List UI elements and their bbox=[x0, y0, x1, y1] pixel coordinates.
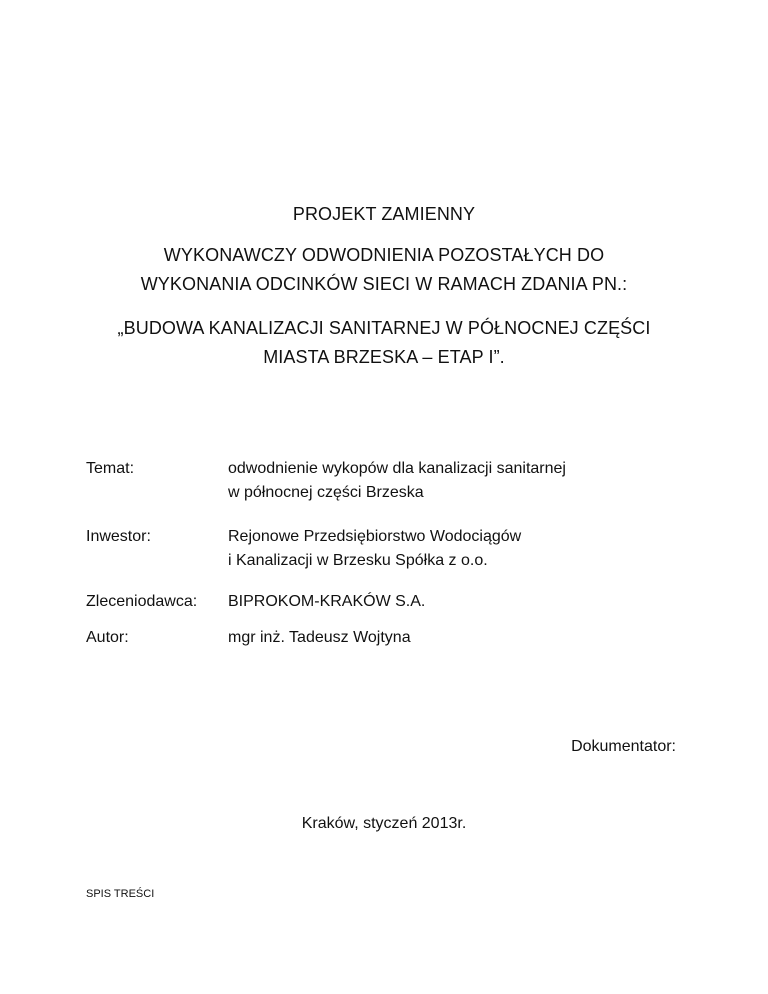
project-subtitle bbox=[0, 241, 768, 299]
task-name-line-1: „BUDOWA KANALIZACJI SANITARNEJ W PÓŁNOCNEJ CZĘŚCI bbox=[117, 318, 651, 338]
inwestor-value-line-2: i Kanalizacji w Brzesku Spółka z o.o. bbox=[228, 552, 488, 569]
place-date: Kraków, styczeń 2013r. bbox=[301, 815, 467, 832]
temat-value-line-2: w północnej części Brzeska bbox=[228, 484, 424, 501]
temat-label: Temat: bbox=[86, 460, 135, 477]
project-subtitle-line-1: WYKONAWCZY ODWODNIENIA POZOSTAŁYCH DO bbox=[163, 245, 605, 265]
task-name-line-2: MIASTA BRZESKA – ETAP I”. bbox=[263, 347, 505, 367]
zleceniodawca-value: BIPROKOM-KRAKÓW S.A. bbox=[228, 593, 426, 610]
project-subtitle-line-2: WYKONANIA ODCINKÓW SIECI W RAMACH ZDANIA PN.: bbox=[140, 274, 628, 294]
autor-value: mgr inż. Tadeusz Wojtyna bbox=[228, 629, 411, 646]
inwestor-label: Inwestor: bbox=[86, 528, 151, 545]
toc-heading: SPIS TREŚCI bbox=[86, 888, 155, 900]
autor-label: Autor: bbox=[86, 629, 129, 646]
inwestor-value bbox=[228, 525, 521, 573]
temat-value bbox=[228, 457, 566, 505]
dokumentator-label: Dokumentator: bbox=[571, 738, 676, 755]
task-name bbox=[0, 314, 768, 372]
zleceniodawca-label: Zleceniodawca: bbox=[86, 593, 198, 610]
inwestor-value-line-1: Rejonowe Przedsiębiorstwo Wodociągów bbox=[228, 528, 522, 545]
temat-value-line-1: odwodnienie wykopów dla kanalizacji sanitarnej bbox=[228, 460, 566, 477]
project-title: PROJEKT ZAMIENNY bbox=[292, 204, 476, 224]
